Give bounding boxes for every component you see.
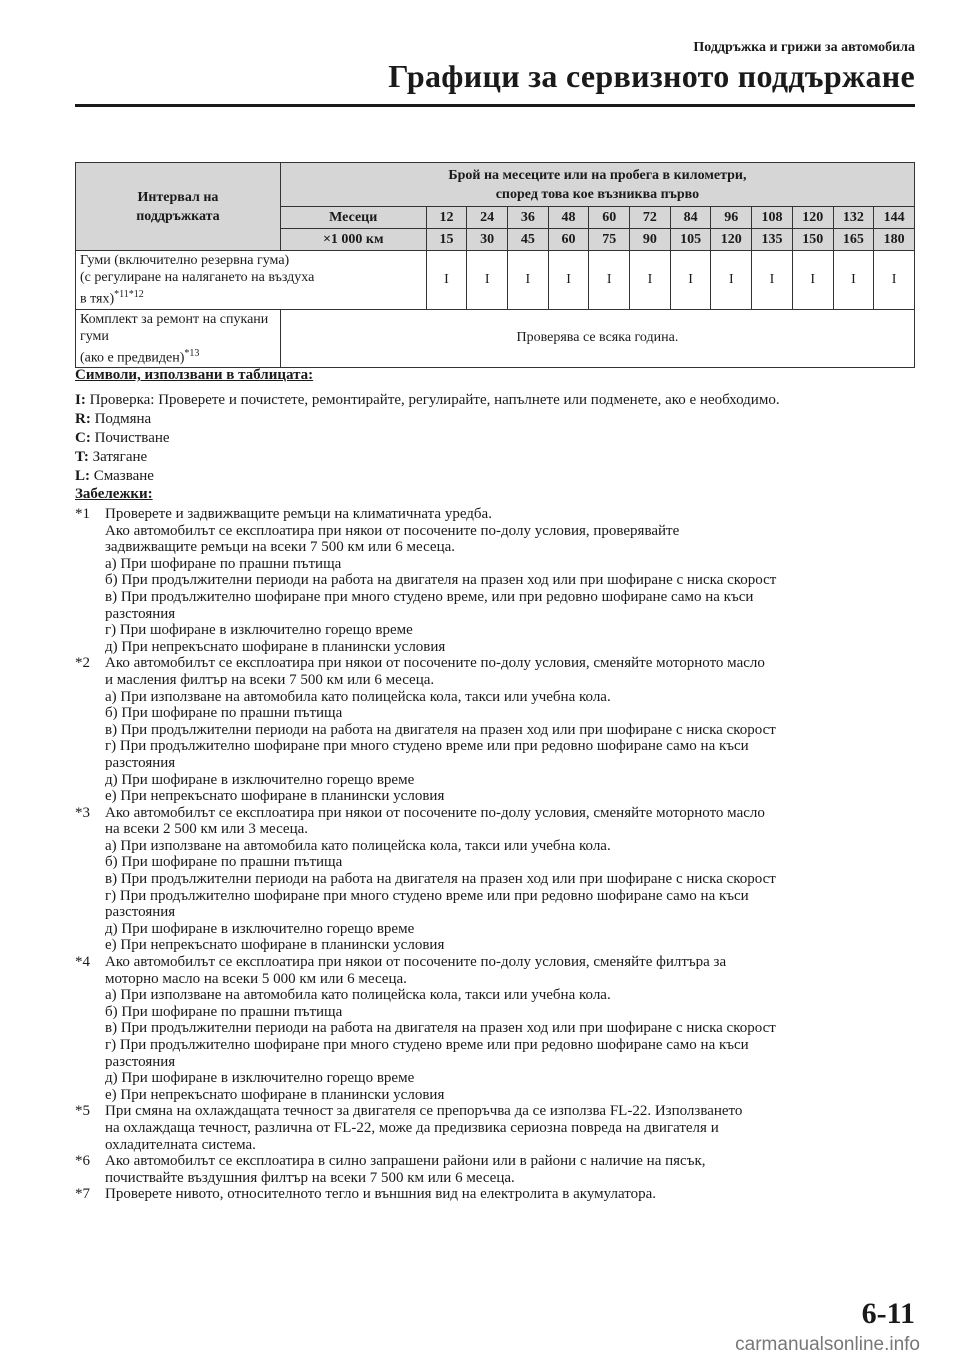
km-cell: 90 [630,229,671,251]
repair-kit-interval: Проверява се всяка година. [280,309,914,368]
notes-heading: Забележки: [75,486,153,502]
note-line: а) При използване на автомобила като полицейска кола, такси или учебна кола. [105,688,611,705]
month-cell: 108 [752,207,793,229]
legend-text: Подмяна [94,411,152,427]
note-body [105,1103,925,1153]
interval-value: I [589,251,630,310]
interval-value: I [874,251,915,310]
interval-value: I [426,251,467,310]
note-item [75,1186,925,1203]
legend-item [75,410,920,429]
legend-item [75,429,920,448]
note-line: д) При шофиране в изключително горещо време [105,1070,415,1087]
interval-value: I [630,251,671,310]
legend-key: R: [75,411,91,427]
note-number: *7 [75,1186,90,1203]
note-line: разстояния [105,1053,176,1070]
interval-value: I [792,251,833,310]
interval-value: I [508,251,549,310]
legend-item [75,448,920,467]
interval-value: I [548,251,589,310]
note-line: разстояния [105,754,176,771]
interval-value: I [711,251,752,310]
month-cell: 12 [426,207,467,229]
note-line: г) При продължително шофиране при много студено време или при редовно шофиране само на къси [105,887,749,904]
legend-text: Проверка: Проверете и почистете, ремонтирайте, регулирайте, напълнете или подменете, ако е необходимо. [89,392,780,408]
note-body [105,1153,925,1186]
km-cell: 150 [792,229,833,251]
month-cell: 72 [630,207,671,229]
legend-heading: Символи, използвани в таблицата: [75,367,314,383]
tires-label-line: в тях) [80,291,115,307]
tires-footnote-ref: *11*12 [114,289,144,300]
month-cell: 96 [711,207,752,229]
legend-key: C: [75,430,91,446]
tires-label-line: (с регулиране на налягането на въздуха [80,270,315,285]
legend [75,366,920,486]
note-item [75,805,925,954]
note-body [105,1186,925,1203]
note-line: г) При продължително шофиране при много студено време или при редовно шофиране само на къси [105,1037,749,1053]
note-number: *3 [75,804,90,821]
repair-kit-label [76,309,281,368]
note-line: е) При непрекъснато шофиране в планински условия [105,788,445,805]
note-number: *1 [75,506,90,522]
note-line: При смяна на охлаждащата течност за двигателя се препоръчва да се използва FL-22. Използването [105,1103,743,1120]
note-body [105,805,925,954]
month-cell: 84 [670,207,711,229]
note-line: д) При шофиране в изключително горещо време [105,771,415,788]
note-line: Ако автомобилът се експлоатира в силно запрашени райони или в райони с наличие на пясък, [105,1153,706,1170]
km-cell: 75 [589,229,630,251]
note-line: Ако автомобилът се експлоатира при някои от посочените по-долу условия, сменяйте филтъра за [105,954,727,971]
interval-value: I [670,251,711,310]
maintenance-table [75,162,915,368]
months-label: Месеци [280,207,426,229]
note-line: б) При продължителни периоди на работа на двигателя на празен ход или при шофиране с ниска скорост [105,572,777,589]
note-line: г) При продължително шофиране при много студено време или при редовно шофиране само на къси [105,738,749,755]
km-cell: 60 [548,229,589,251]
interval-value: I [833,251,874,310]
tires-label-line: Гуми (включително резервна гума) [80,253,290,268]
repair-kit-footnote-ref: *13 [184,347,200,359]
note-line: в) При продължително шофиране при много студено време, или при редовно шофиране само на къси [105,588,754,605]
interval-value: I [467,251,508,310]
note-line: на охлаждаща течност, различна от FL-22, може да предизвика сериозна повреда на двигателя и [105,1119,719,1136]
note-line: д) При непрекъснато шофиране в планински условия [105,638,446,655]
km-cell: 30 [467,229,508,251]
month-cell: 144 [874,207,915,229]
note-line: в) При продължителни периоди на работа на двигателя на празен ход или при шофиране с ниска скорост [105,721,776,738]
interval-header: Интервал на поддръжката [76,163,281,251]
note-item [75,1153,925,1186]
legend-item [75,391,920,410]
note-item [75,655,925,804]
legend-text: Затягане [92,449,148,465]
km-cell: 180 [874,229,915,251]
month-cell: 60 [589,207,630,229]
note-line: охладителната система. [105,1136,256,1153]
note-line: д) При шофиране в изключително горещо време [105,920,415,937]
section-subtitle: Поддръжка и грижи за автомобила [693,40,915,55]
note-number: *4 [75,954,90,971]
km-label: ×1 000 км [280,229,426,251]
note-line: Ако автомобилът се експлоатира при някои от посочените по-долу условия, сменяйте моторното масло [105,804,765,821]
note-number: *2 [75,655,90,672]
month-cell: 48 [548,207,589,229]
title-rule [75,104,915,107]
note-line: а) При използване на автомобила като полицейска кола, такси или учебна кола. [105,987,611,1004]
legend-text: Почистване [94,430,170,446]
watermark: carmanualsonline.info [735,1334,920,1355]
repair-kit-label-line: (ако е предвиден) [80,350,185,366]
km-cell: 120 [711,229,752,251]
note-line: на всеки 2 500 км или 3 месеца. [105,821,309,838]
note-body [105,954,925,1103]
legend-key: I: [75,392,86,408]
note-item [75,506,925,655]
note-line: и масления филтър на всеки 7 500 км или 6 месеца. [105,671,435,688]
note-line: Проверете и задвижващите ремъци на климатичната уредба. [105,506,492,522]
top-header: Брой на месеците или на пробега в километри, според това кое възниква първо [280,163,914,207]
note-line: е) При непрекъснато шофиране в планински условия [105,937,445,954]
note-body [105,655,925,804]
note-item [75,954,925,1103]
note-number: *5 [75,1103,90,1120]
tires-label [76,251,427,310]
note-line: Проверете нивото, относителното тегло и външния вид на електролита в акумулатора. [105,1186,656,1203]
repair-kit-label-line: Комплект за ремонт на спукани гуми [80,311,269,344]
km-cell: 135 [752,229,793,251]
note-number: *6 [75,1153,90,1170]
legend-item [75,467,920,486]
month-cell: 132 [833,207,874,229]
note-line: моторно масло на всеки 5 000 км или 6 месеца. [105,970,407,987]
note-line: б) При шофиране по прашни пътища [105,1003,343,1020]
notes-list [75,506,925,1203]
note-line: б) При шофиране по прашни пътища [105,854,343,871]
note-line: Ако автомобилът се експлоатира при някои от посочените по-долу условия, проверявайте [105,522,680,539]
note-line: в) При продължителни периоди на работа на двигателя на празен ход или при шофиране с ниска скорост [105,871,776,888]
km-cell: 105 [670,229,711,251]
km-cell: 15 [426,229,467,251]
note-line: а) При шофиране по прашни пътища [105,555,342,572]
page-number: 6-11 [861,1297,915,1330]
km-cell: 165 [833,229,874,251]
note-line: разстояния [105,904,176,921]
note-line: разстояния [105,605,176,622]
note-line: задвижващите ремъци на всеки 7 500 км или 6 месеца. [105,539,456,556]
interval-value: I [752,251,793,310]
page-title: Графици за сервизното поддържане [388,58,915,94]
note-line: а) При използване на автомобила като полицейска кола, такси или учебна кола. [105,837,611,854]
note-line: г) При шофиране в изключително горещо време [105,622,413,639]
month-cell: 36 [508,207,549,229]
legend-text: Смазване [93,468,154,484]
note-line: е) При непрекъснато шофиране в планински условия [105,1086,445,1103]
month-cell: 120 [792,207,833,229]
legend-key: L: [75,468,90,484]
km-cell: 45 [508,229,549,251]
month-cell: 24 [467,207,508,229]
note-line: б) При шофиране по прашни пътища [105,705,343,722]
note-line: Ако автомобилът се експлоатира при някои от посочените по-долу условия, сменяйте моторното масло [105,655,765,672]
note-line: в) При продължителни периоди на работа на двигателя на празен ход или при шофиране с ниска скорост [105,1020,776,1037]
note-body [105,506,925,655]
note-item [75,1103,925,1153]
legend-key: T: [75,449,89,465]
note-line: почиствайте въздушния филтър на всеки 7 500 км или 6 месеца. [105,1169,515,1186]
